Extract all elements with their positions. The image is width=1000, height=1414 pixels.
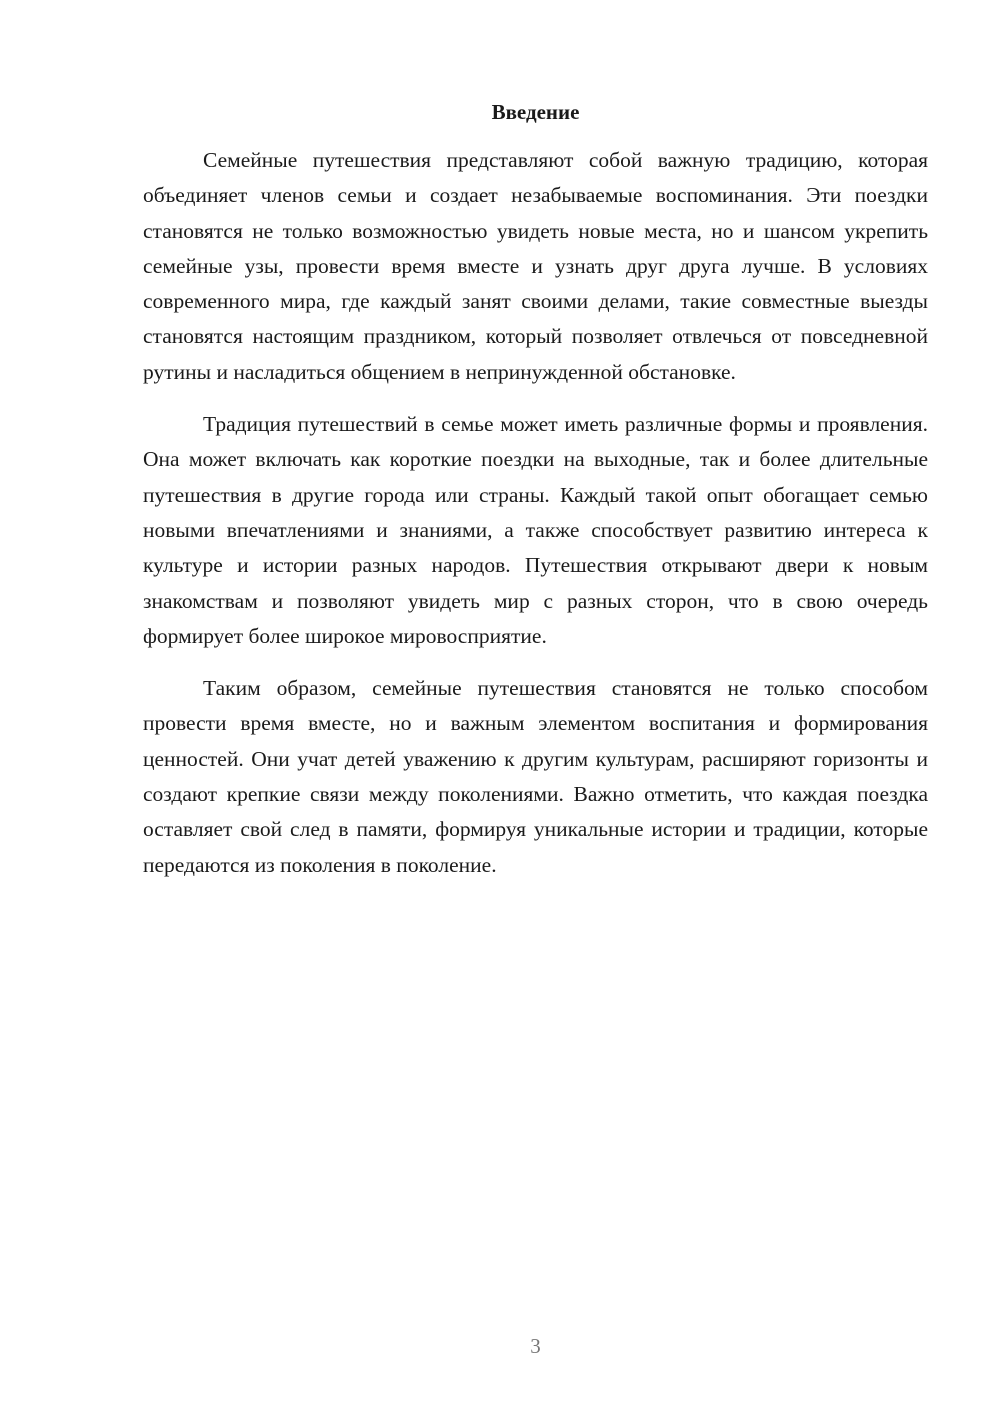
body-text <box>143 143 928 900</box>
paragraph-2: Традиция путешествий в семье может иметь различные формы и проявления. Она может включать как короткие поездки на выходные, так и более длительные путешествия в другие города или страны. Каждый такой опыт обогащает семью новыми впечатлениями и знаниями, а также способствует развитию интереса к культуре и истории разных народов. Путешествия открывают двери к новым знакомствам и позволяют увидеть мир с разных сторон, что в свою очередь формирует более широкое мировосприятие. <box>143 412 928 648</box>
paragraph-1: Семейные путешествия представляют собой важную традицию, которая объединяет членов семьи и создает незабываемые воспоминания. Эти поездки становятся не только возможностью увидеть новые места, но и шансом укрепить семейные узы, провести время вместе и узнать друг друга лучше. В условиях современного мира, где каждый занят своими делами, такие совместные выезды становятся настоящим праздником, который позволяет отвлечься от повседневной рутины и насладиться общением в непринужденной обстановке. <box>143 148 928 384</box>
paragraph-3: Таким образом, семейные путешествия становятся не только способом провести время вместе, но и важным элементом воспитания и формирования ценностей. Они учат детей уважению к другим культурам, расширяют горизонты и создают крепкие связи между поколениями. Важно отметить, что каждая поездка оставляет свой след в памяти, формируя уникальные истории и традиции, которые передаются из поколения в поколение. <box>143 676 928 877</box>
section-title: Введение <box>491 100 580 124</box>
page-number: 3 <box>530 1334 541 1358</box>
